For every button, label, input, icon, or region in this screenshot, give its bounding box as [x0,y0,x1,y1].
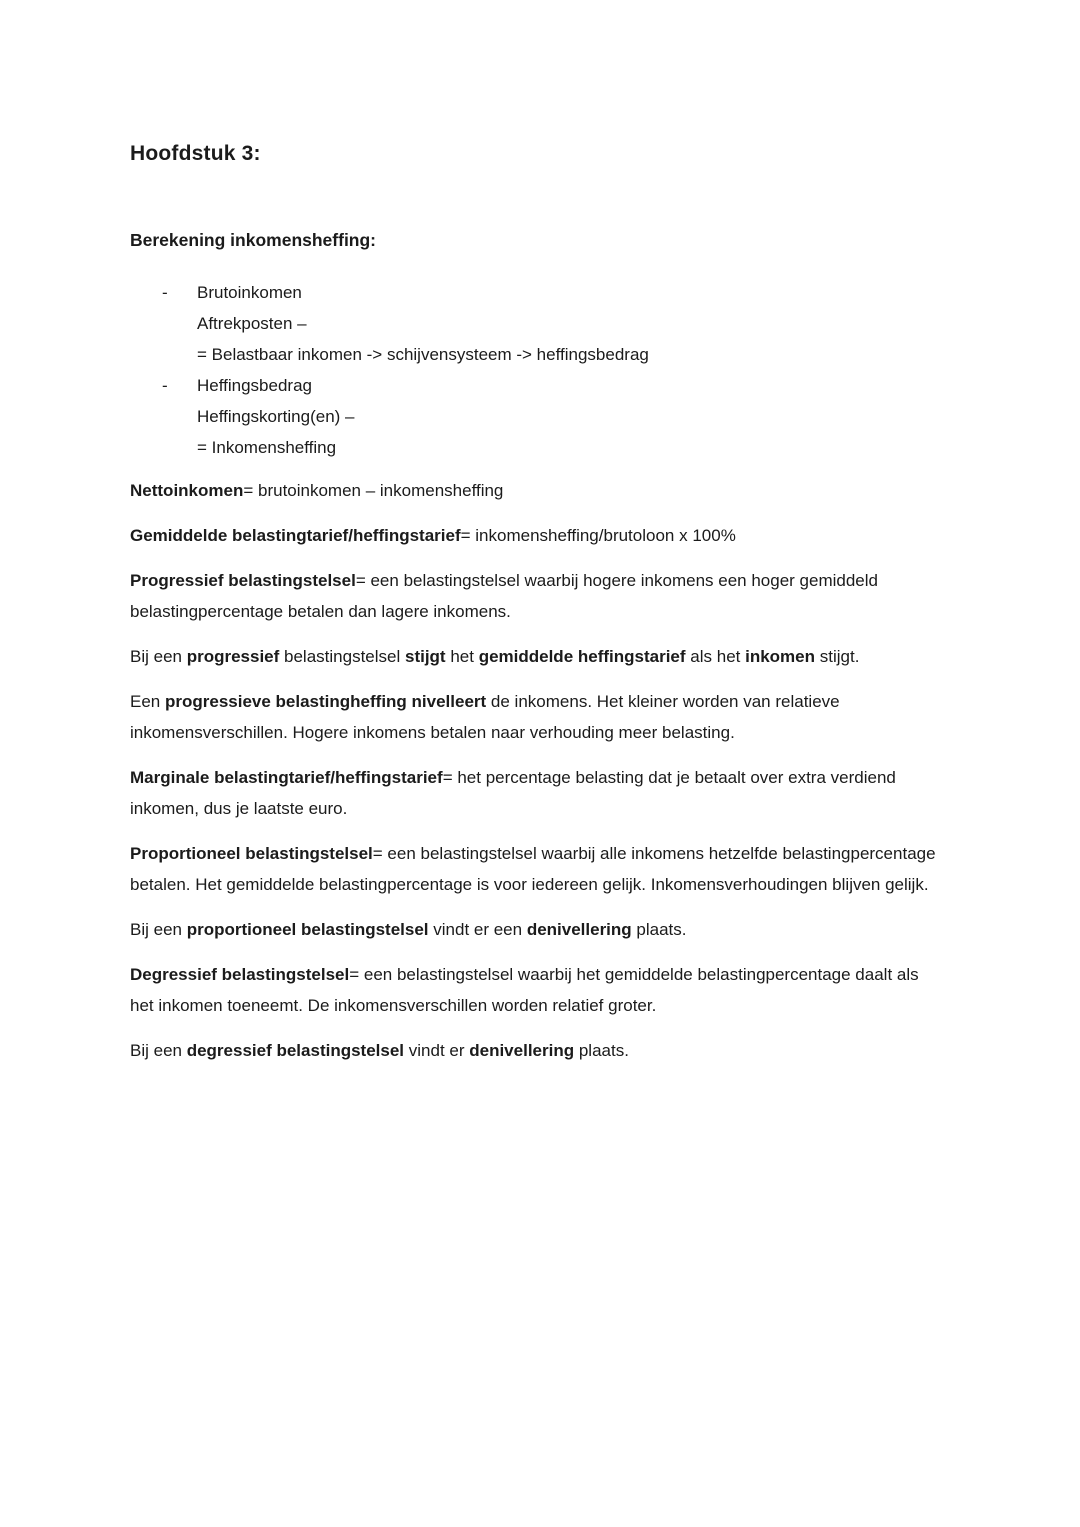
paragraph-text: = een belastingstelsel waarbij hogere inkomens een hoger gemiddeld belastingpercentage betalen dan lagere inkomens. [130,571,878,621]
list-item-line: Heffingskorting(en) – [197,407,355,426]
paragraph-text: Een [130,692,165,711]
paragraph-text: belastingstelsel [279,647,405,666]
bullet-list [130,277,945,463]
list-item-line: = Inkomensheffing [197,438,337,457]
paragraph [130,914,945,945]
paragraph-text: = brutoinkomen – inkomensheffing [243,481,504,500]
document-body [130,277,945,1066]
list-bullet-marker: - [162,376,168,395]
paragraph-term: stijgt [404,647,446,666]
paragraph-text: Bij een [130,1041,187,1060]
paragraph-term: progressief [186,647,280,666]
paragraphs-container [130,475,945,1066]
list-item-line: = Belastbaar inkomen -> schijvensysteem -> heffingsbedrag [197,345,649,364]
list-item-lines [197,370,945,463]
paragraph-text: stijgt. [815,647,860,666]
list-item-line: Aftrekposten – [197,314,307,333]
list-item [130,277,945,370]
paragraph [130,959,945,1021]
list-item-lines [197,277,945,370]
paragraph-term: Gemiddelde belastingtarief/heffingstarief [130,526,461,545]
paragraph [130,475,945,506]
paragraph-term: degressief belastingstelsel [186,1041,405,1060]
paragraph-text: = een belastingstelsel waarbij het gemiddelde belastingpercentage daalt als het inkomen toeneemt. De inkomensverschillen worden relatief groter. [130,965,919,1015]
list-bullet-marker: - [162,283,168,302]
paragraph [130,762,945,824]
paragraph [130,641,945,672]
list-item-line: Brutoinkomen [197,283,302,302]
paragraph-text: = een belastingstelsel waarbij alle inkomens hetzelfde belastingpercentage betalen. Het gemiddelde belastingpercentage is voor iedereen gelijk. Inkomensverhoudingen blijven gelijk. [130,844,936,894]
paragraph-text: Bij een [130,920,187,939]
paragraph-term: proportioneel belastingstelsel [186,920,429,939]
paragraph-text: Bij een [130,647,187,666]
paragraph-text: de inkomens. Het kleiner worden van relatieve inkomensverschillen. Hogere inkomens betalen naar verhouding meer belasting. [130,692,840,742]
paragraph-term: Progressief belastingstelsel [130,571,356,590]
document-title: Hoofdstuk 3: [130,142,261,165]
paragraph-text: vindt er [404,1041,470,1060]
paragraph-term: Nettoinkomen [130,481,244,500]
paragraph-term: Marginale belastingtarief/heffingstarief [130,768,443,787]
paragraph-text: = inkomensheffing/brutoloon x 100% [460,526,736,545]
paragraph-term: gemiddelde heffingstarief [478,647,686,666]
paragraph-text: plaats. [631,920,687,939]
paragraph-term: inkomen [745,647,816,666]
list-item [130,370,945,463]
paragraph-text: het [445,647,479,666]
paragraph-text: vindt er een [428,920,527,939]
paragraph-term: Degressief belastingstelsel [130,965,350,984]
paragraph-text: plaats. [574,1041,629,1060]
paragraph [130,565,945,627]
paragraph-term: Proportioneel belastingstelsel [130,844,373,863]
paragraph-term: progressieve belastingheffing nivelleert [164,692,487,711]
paragraph [130,686,945,748]
section-heading: Berekening inkomensheffing: [130,230,377,250]
paragraph-term: denivellering [526,920,632,939]
paragraph-text: = het percentage belasting dat je betaalt over extra verdiend inkomen, dus je laatste euro. [130,768,896,818]
paragraph-text: als het [685,647,746,666]
paragraph [130,1035,945,1066]
paragraph [130,838,945,900]
paragraph-term: denivellering [469,1041,575,1060]
list-item-line: Heffingsbedrag [197,376,312,395]
paragraph [130,520,945,551]
